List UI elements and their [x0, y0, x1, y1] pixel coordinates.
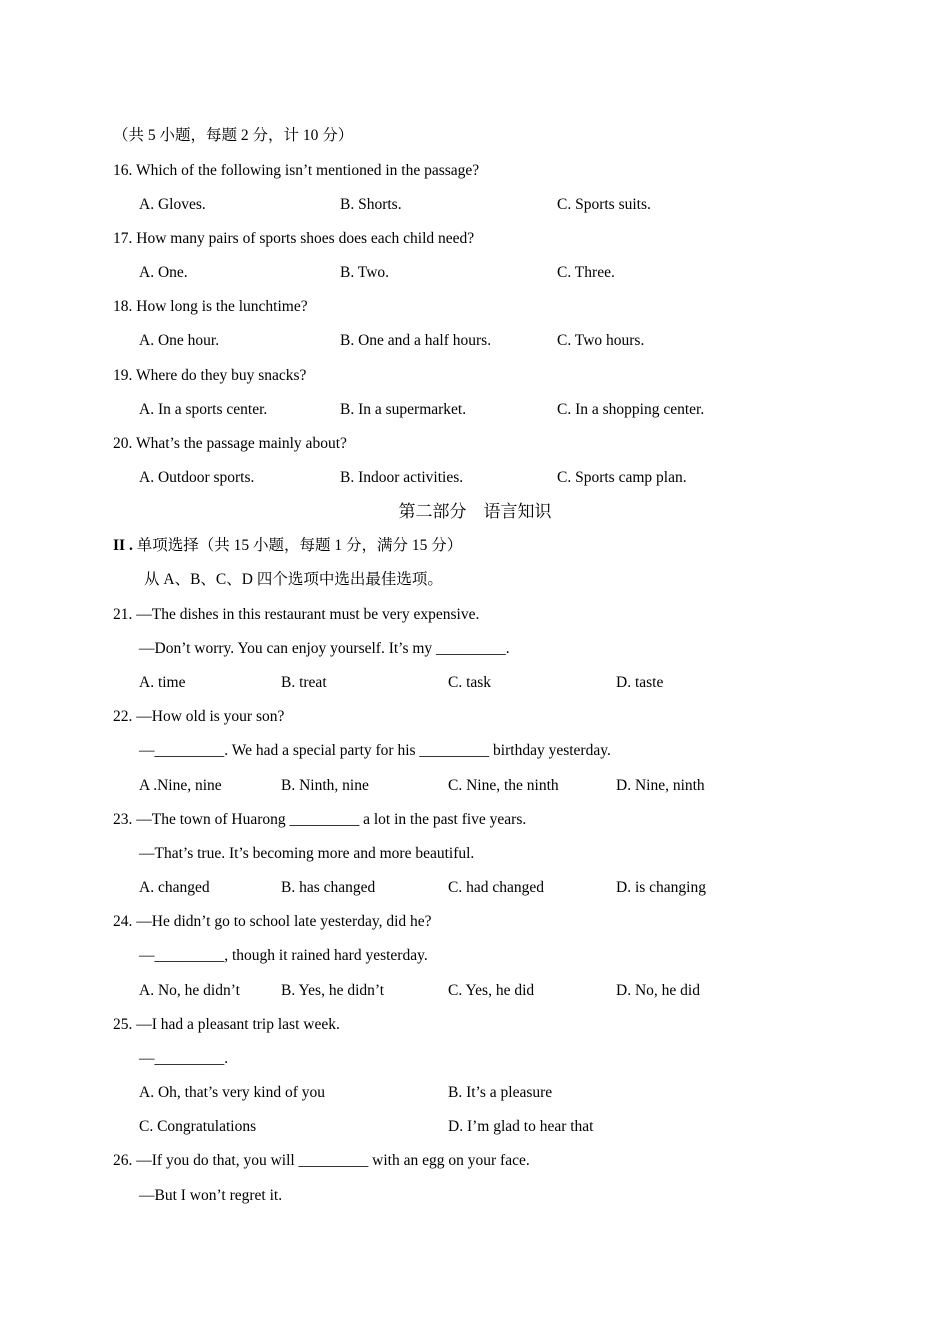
question-21-option-c: C. task [448, 674, 492, 691]
question-24-option-d: D. No, he did [616, 982, 700, 999]
question-20-option-a: A. Outdoor sports. [139, 469, 255, 486]
question-18-option-b: B. One and a half hours. [340, 332, 492, 349]
question-25-line-2: —_________. [139, 1050, 229, 1067]
question-21-line-2: —Don’t worry. You can enjoy yourself. It’s my _________. [139, 640, 510, 657]
question-25-line-1: 25. —I had a pleasant trip last week. [113, 1016, 340, 1033]
question-16-stem: 16. Which of the following isn’t mentioned in the passage? [113, 162, 480, 179]
question-20-option-c: C. Sports camp plan. [557, 469, 687, 486]
question-22-line-2: —_________. We had a special party for his _________ birthday yesterday. [139, 742, 611, 759]
question-18-option-c: C. Two hours. [557, 332, 645, 349]
question-22-option-b: B. Ninth, nine [281, 777, 369, 794]
question-22-option-c: C. Nine, the ninth [448, 777, 559, 794]
question-20-stem: 20. What’s the passage mainly about? [113, 435, 347, 452]
question-21-line-1: 21. —The dishes in this restaurant must be very expensive. [113, 606, 480, 623]
question-23-option-d: D. is changing [616, 879, 706, 896]
question-23-option-b: B. has changed [281, 879, 376, 896]
question-17-stem: 17. How many pairs of sports shoes does each child need? [113, 230, 475, 247]
part1-intro: （共 5 小题，每题 2 分，计 10 分） [113, 127, 354, 144]
question-24-option-c: C. Yes, he did [448, 982, 535, 999]
question-25-option-c: C. Congratulations [139, 1118, 257, 1135]
question-24-option-b: B. Yes, he didn’t [281, 982, 385, 999]
question-26-line-2: —But I won’t regret it. [139, 1187, 283, 1204]
question-23-line-1: 23. —The town of Huarong _________ a lot in the past five years. [113, 811, 527, 828]
question-22-option-d: D. Nine, ninth [616, 777, 705, 794]
question-18-stem: 18. How long is the lunchtime? [113, 298, 308, 315]
question-22-option-a: A .Nine, nine [139, 777, 222, 794]
question-17-option-c: C. Three. [557, 264, 615, 281]
question-24-line-1: 24. —He didn’t go to school late yesterday, did he? [113, 913, 432, 930]
question-20-option-b: B. Indoor activities. [340, 469, 464, 486]
section-title: 单项选择（共 15 小题，每题 1 分，满分 15 分） [132, 537, 463, 554]
question-19-option-c: C. In a shopping center. [557, 401, 705, 418]
question-17-option-b: B. Two. [340, 264, 390, 281]
section-number: II . [113, 537, 133, 554]
question-23-option-c: C. had changed [448, 879, 544, 896]
question-16-option-a: A. Gloves. [139, 196, 206, 213]
question-17-option-a: A. One. [139, 264, 188, 281]
question-19-option-b: B. In a supermarket. [340, 401, 467, 418]
question-21-option-a: A. time [139, 674, 186, 691]
question-16-option-b: B. Shorts. [340, 196, 402, 213]
question-24-line-2: —_________, though it rained hard yesterday. [139, 947, 428, 964]
question-16-option-c: C. Sports suits. [557, 196, 651, 213]
question-26-line-1: 26. —If you do that, you will _________ with an egg on your face. [113, 1152, 530, 1169]
question-21-option-d: D. taste [616, 674, 664, 691]
question-24-option-a: A. No, he didn’t [139, 982, 240, 999]
section-instruction: 从 A、B、C、D 四个选项中选出最佳选项。 [144, 571, 443, 588]
question-19-stem: 19. Where do they buy snacks? [113, 367, 307, 384]
question-25-option-a: A. Oh, that’s very kind of you [139, 1084, 325, 1101]
question-25-option-d: D. I’m glad to hear that [448, 1118, 594, 1135]
question-19-option-a: A. In a sports center. [139, 401, 268, 418]
question-22-line-1: 22. —How old is your son? [113, 708, 285, 725]
question-23-option-a: A. changed [139, 879, 210, 896]
question-23-line-2: —That’s true. It’s becoming more and more beautiful. [139, 845, 475, 862]
question-18-option-a: A. One hour. [139, 332, 220, 349]
section-ii-title [113, 536, 462, 556]
part2-heading: 第二部分 语言知识 [398, 502, 552, 521]
question-25-option-b: B. It’s a pleasure [448, 1084, 553, 1101]
question-21-option-b: B. treat [281, 674, 327, 691]
